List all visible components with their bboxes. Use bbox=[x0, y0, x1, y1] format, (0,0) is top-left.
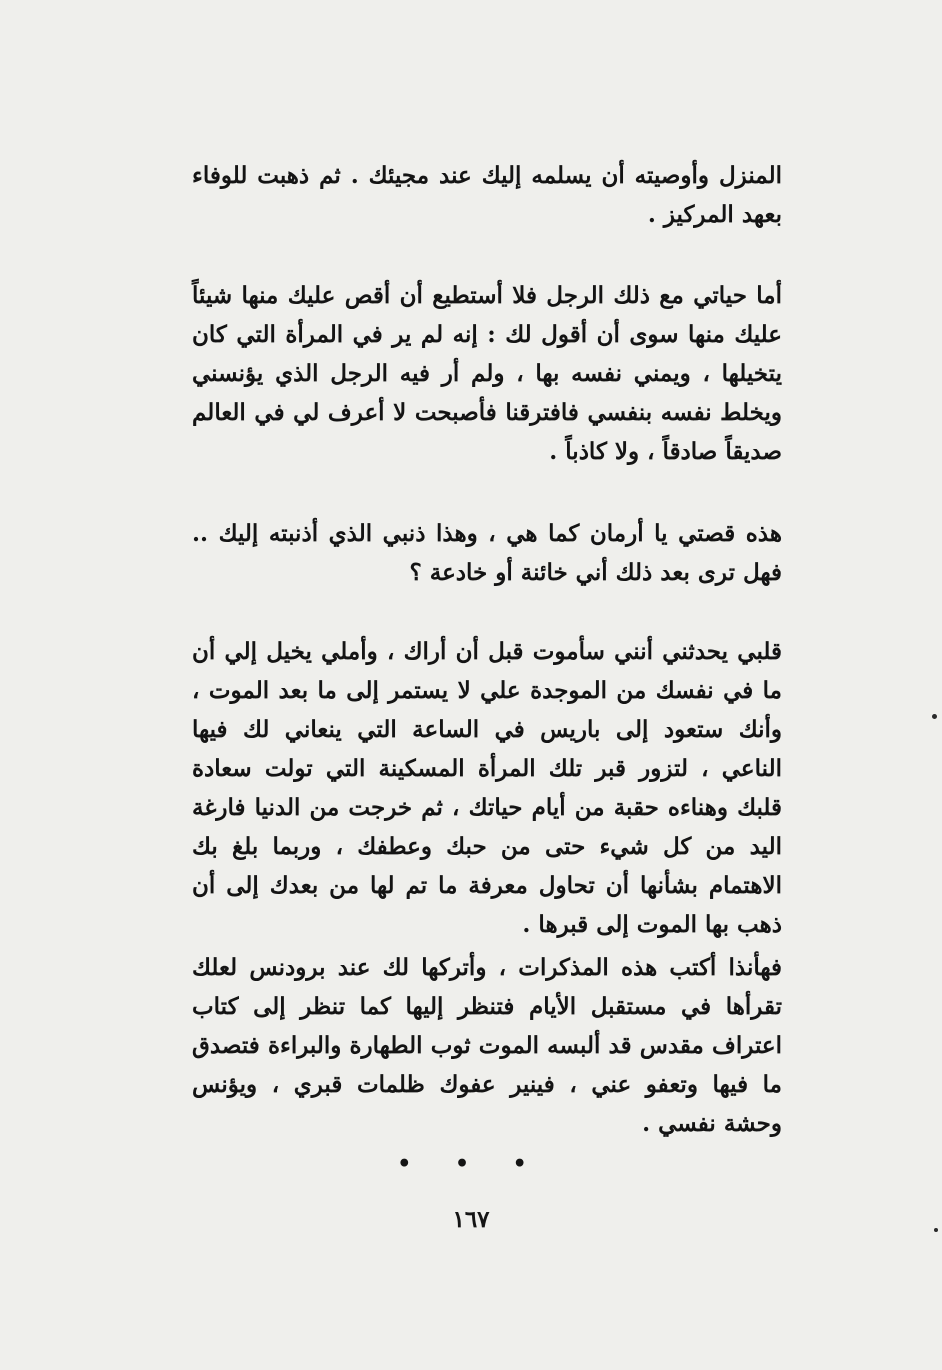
paragraph-text: هذه قصتي يا أرمان كما هي ، وهذا ذنبي الذي أذنبته إليك .. فهل ترى بعد ذلك أني خائنة أو خادعة ؟ bbox=[192, 520, 782, 586]
paragraph-text: فهأنذا أكتب هذه المذكرات ، وأتركها لك عند برودنس لعلك تقرأها في مستقبل الأيام فتنظر إليها كما تنظر إلى كتاب اعتراف مقدس قد ألبسه الموت ثوب الطهارة والبراءة فتصدق ما فيها وتعفو عني ، فينير عفوك ظلمات قبري ، ويؤنس وحشة نفسي . bbox=[192, 954, 782, 1137]
edge-speck bbox=[934, 1228, 938, 1232]
page-number: ١٦٧ bbox=[452, 1206, 490, 1233]
paragraph-5 bbox=[192, 948, 782, 1143]
paragraph-2 bbox=[192, 276, 782, 471]
paragraph-text: المنزل وأوصيته أن يسلمه إليك عند مجيئك . ثم ذهبت للوفاء بعهد المركيز . bbox=[192, 162, 782, 228]
paragraph-3 bbox=[192, 514, 782, 592]
section-separator: • • • bbox=[397, 1151, 545, 1177]
paragraph-text: قلبي يحدثني أنني سأموت قبل أن أراك ، وأملي يخيل إلي أن ما في نفسك من الموجدة علي لا يستمر إلى ما بعد الموت ، وأنك ستعود إلى باريس في الساعة التي ينعاني لك فيها الناعي ، لتزور قبر تلك المرأة المسكينة التي تولت سعادة قلبك وهناءه حقبة من أيام حياتك ، ثم خرجت من الدنيا فارغة اليد من كل شيء حتى من حبك وعطفك ، وربما بلغ بك الاهتمام بشأنها أن تحاول معرفة ما تم لها من بعدك إلى أن ذهب بها الموت إلى قبرها . bbox=[192, 638, 782, 938]
edge-speck bbox=[932, 714, 937, 719]
paragraph-4 bbox=[192, 632, 782, 944]
paragraph-1 bbox=[192, 156, 782, 234]
paragraph-text: أما حياتي مع ذلك الرجل فلا أستطيع أن أقص عليك منها شيئاً عليك منها سوى أن أقول لك : إنه لم ير في المرأة التي كان يتخيلها ، ويمني نفسه بها ، ولم أر فيه الرجل الذي يؤنسني ويخلط نفسه بنفسي فافترقنا فأصبحت لا أعرف لي في العالم صديقاً صادقاً ، ولا كاذباً . bbox=[192, 282, 782, 465]
